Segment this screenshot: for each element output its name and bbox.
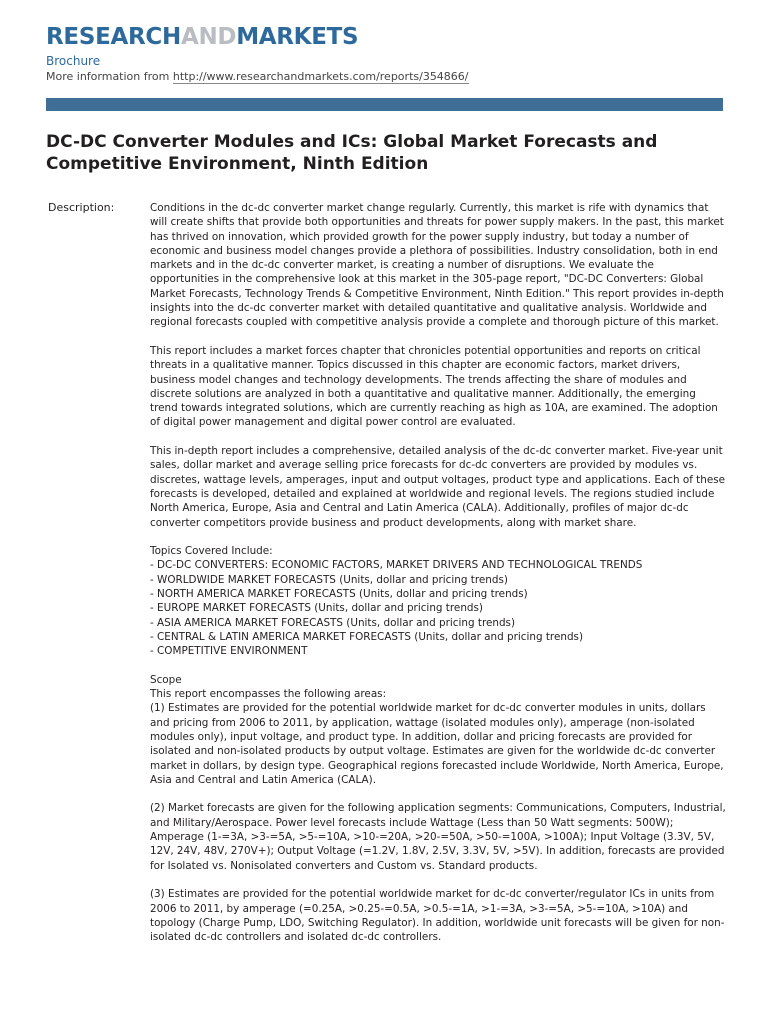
scope-item-1: (1) Estimates are provided for the potential worldwide market for dc-dc converter modules in units, dollars and pricing from 2006 to 2011, by application, wattage (isolated modules only), amperage (non-isolated modules only), input voltage, and product type. In addition, dollar and pricing forecasts are provided for isolated and non-isolated products by output voltage. Estimates are given for the worldwide dc-dc converter market in dollars, by design type. Geographical regions forecasted include Worldwide, North America, Europe, Asia and Central and Latin America (CALA). (150, 702, 724, 786)
more-info-line (46, 70, 469, 83)
topics-heading: Topics Covered Include: (150, 545, 273, 558)
scope-item-2: (2) Market forecasts are given for the following application segments: Communications, Computers, Industrial, and Military/Aerospace. Power level forecasts include Wattage (Less than 50 Watt segments: 500W); Amperage (1-=3A, >3-=5A, >5-=10A, >10-=20A, >20-=50A, >50-=100A, >100A); Input Voltage (3.3V, 5V, 12V, 24V, 48V, 270V+); Output Voltage (=1.2V, 1.8V, 2.5V, 3.3V, 5V, >5V). In addition, forecasts are provided for Isolated vs. Nonisolated converters and Custom vs. Standard products. (150, 802, 726, 872)
topic-item: - ASIA AMERICA MARKET FORECASTS (Units, dollar and pricing trends) (150, 616, 516, 629)
logo-research: RESEARCH (46, 24, 181, 50)
description-paragraph-3: This in-depth report includes a comprehensive, detailed analysis of the dc-dc converter market. Five-year unit sales, dollar market and average selling price forecasts for dc-dc converters are provided by modules vs. discretes, wattage levels, amperages, input and output voltages, product type and applications. Each of these forecasts is developed, detailed and explained at worldwide and regional levels. The regions studied include North America, Europe, Asia and Central and Latin America (CALA). Additionally, profiles of major dc-dc converter competitors provide business and product developments, along with market share. (150, 445, 726, 529)
scope-heading: Scope (150, 673, 182, 686)
logo-markets: MARKETS (236, 24, 359, 50)
topic-item: - WORLDWIDE MARKET FORECASTS (Units, dollar and pricing trends) (150, 573, 508, 586)
researchandmarkets-logo[interactable] (46, 24, 358, 50)
header-band (46, 98, 723, 111)
topic-item: - CENTRAL & LATIN AMERICA MARKET FORECASTS (Units, dollar and pricing trends) (150, 630, 584, 643)
topic-item: - NORTH AMERICA MARKET FORECASTS (Units, dollar and pricing trends) (150, 588, 528, 601)
scope-item-3: (3) Estimates are provided for the potential worldwide market for dc-dc converter/regulator ICs in units from 2006 to 2011, by amperage (=0.25A, >0.25-=0.5A, >0.5-=1A, >1-=3A, >3-=5A, >5-=10A, >10A) and topology (Charge Pump, LDO, Switching Regulator). In addition, worldwide unit forecasts will be given for non-isolated dc-dc controllers and isolated dc-dc controllers. (150, 888, 725, 944)
brochure-label: Brochure (46, 54, 101, 68)
report-title: DC-DC Converter Modules and ICs: Global Market Forecasts and Competitive Environment, Ninth Edition (46, 132, 658, 174)
topic-item: - EUROPE MARKET FORECASTS (Units, dollar and pricing trends) (150, 602, 483, 615)
description-paragraph-2: This report includes a market forces chapter that chronicles potential opportunities and reports on critical threats in a qualitative manner. Topics discussed in this chapter are economic factors, market drivers, business model changes and technology developments. The trends affecting the share of modules and discrete solutions are analyzed in both a quantitative and qualitative manner. Additionally, the emerging trend towards integrated solutions, which are currently reaching as high as 10A, are examined. The adoption of digital power management and digital power control are evaluated. (150, 344, 718, 429)
description-body (150, 201, 726, 959)
description-paragraph-1: Conditions in the dc-dc converter market change regularly. Currently, this market is rife with dynamics that will create shifts that provide both opportunities and threats for power supply makers. In the past, this market has thrived on innovation, which provided growth for the power supply industry, but today a number of economic and business model changes provide a plethora of possibilities. Industry consolidation, both in end markets and in the dc-dc converter market, is creating a number of disruptions. We evaluate the opportunities in the comprehensive look at this market in the 305-page report, "DC-DC Converters: Global Market Forecasts, Technology Trends & Competitive Environment, Ninth Edition." This report provides in-depth insights into the dc-dc converter market with detailed quantitative and qualitative analysis. Worldwide and regional forecasts coupled with competitive analysis provide a complete and thorough picture of this market. (150, 202, 724, 329)
more-info-prefix: More information from (46, 70, 170, 83)
logo-and: AND (180, 24, 237, 50)
scope-intro: This report encompasses the following areas: (150, 688, 387, 701)
report-link[interactable]: http://www.researchandmarkets.com/reports/354866/ (172, 70, 469, 83)
topics-list (150, 544, 726, 658)
topic-item: - DC-DC CONVERTERS: ECONOMIC FACTORS, MARKET DRIVERS AND TECHNOLOGICAL TRENDS (150, 559, 643, 572)
description-label: Description: (48, 201, 115, 214)
topic-item: - COMPETITIVE ENVIRONMENT (150, 645, 308, 658)
